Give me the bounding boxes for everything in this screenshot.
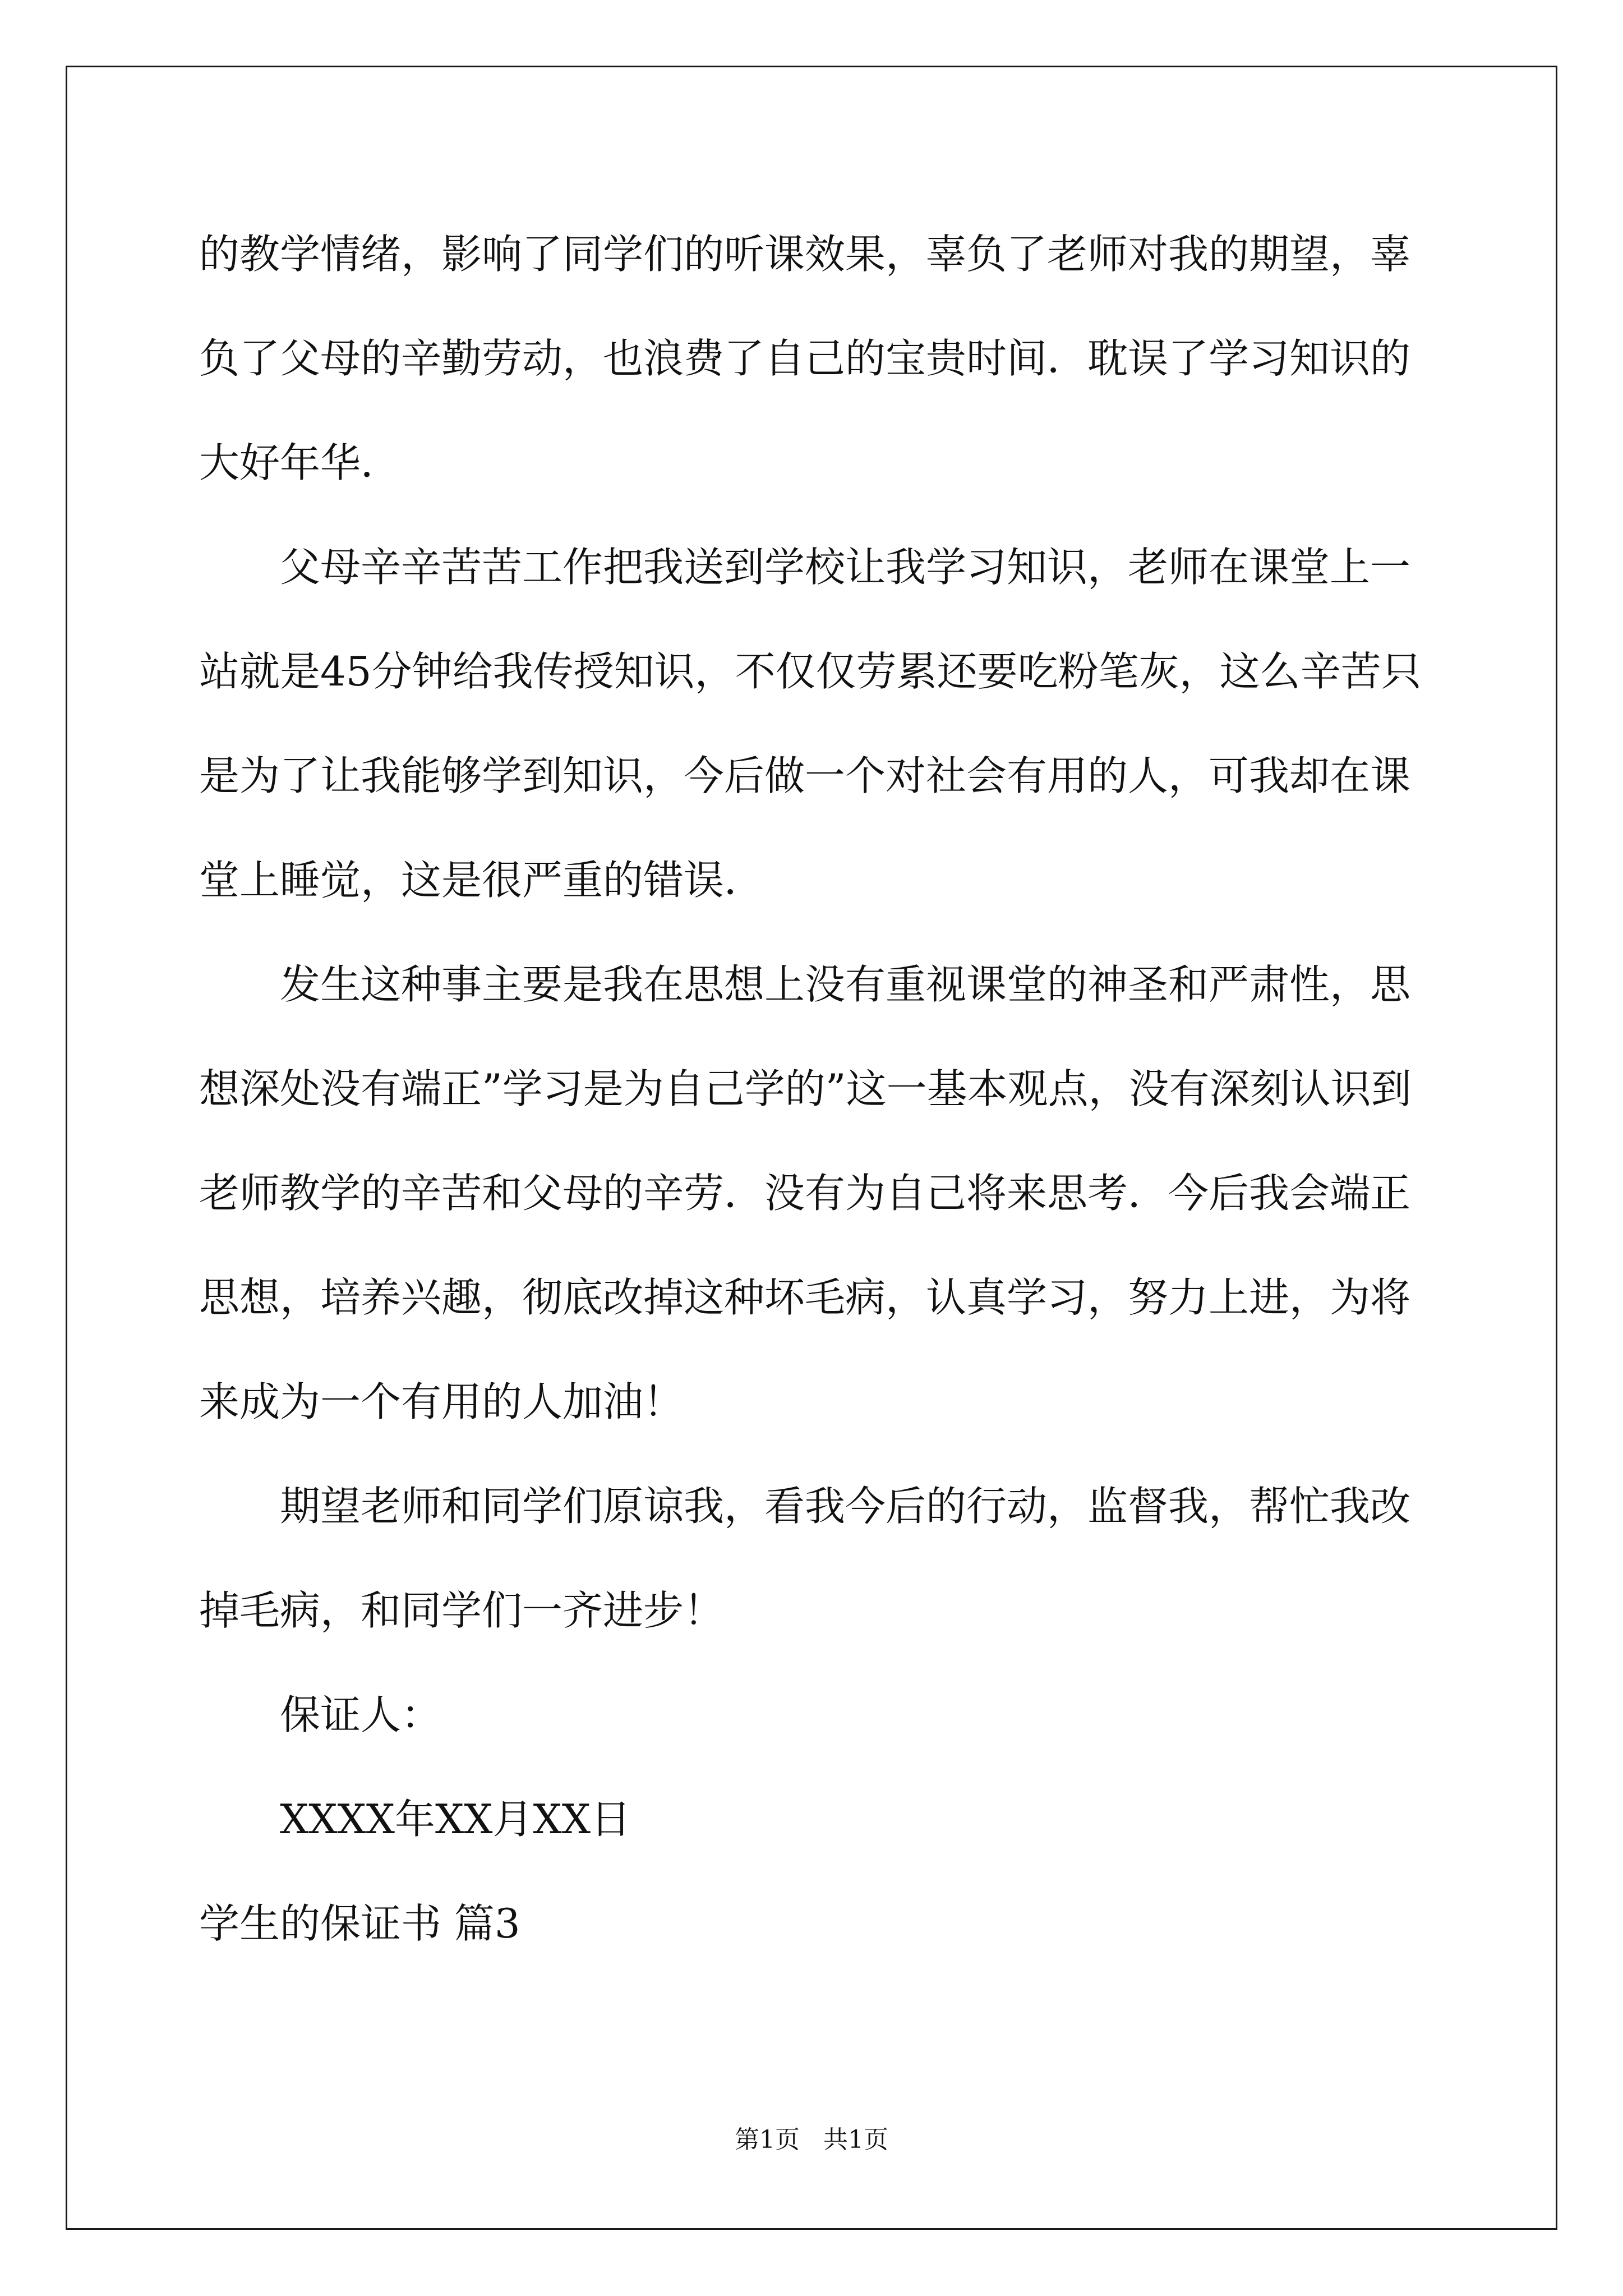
section-heading: 学生的保证书 篇3	[199, 1900, 520, 1947]
page-total: 共1页	[823, 2125, 888, 2154]
paragraph-2: 父母辛辛苦苦工作把我送到学校让我学习知识，老师在课堂上一站就是45分钟给我传授知识，不仅仅劳累还要吃粉笔灰，这么辛苦只是为了让我能够学到知识，今后做一个对社会有用的人，可我却在课堂上睡觉，这是很严重的错误．	[199, 544, 1422, 904]
signature-label: 保证人：	[280, 1691, 442, 1738]
page-footer	[0, 2123, 1623, 2157]
page-number: 第1页	[735, 2125, 800, 2154]
date-line: XXXX年XX月XX日	[280, 1796, 631, 1843]
paragraph-1: 的教学情绪，影响了同学们的听课效果，辜负了老师对我的期望，辜负了父母的辛勤劳动，也浪费了自己的宝贵时间．耽误了学习知识的大好年华．	[199, 231, 1411, 486]
document-body	[199, 202, 1427, 1976]
paragraph-4: 期望老师和同学们原谅我，看我今后的行动，监督我，帮忙我改掉毛病，和同学们一齐进步！	[199, 1483, 1411, 1634]
paragraph-3: 发生这种事主要是我在思想上没有重视课堂的神圣和严肃性，思想深处没有端正”学习是为自己学的”这一基本观点，没有深刻认识到老师教学的辛苦和父母的辛劳．没有为自己将来思考．今后我会端正思想，培养兴趣，彻底改掉这种坏毛病，认真学习，努力上进，为将来成为一个有用的人加油！	[199, 961, 1412, 1425]
